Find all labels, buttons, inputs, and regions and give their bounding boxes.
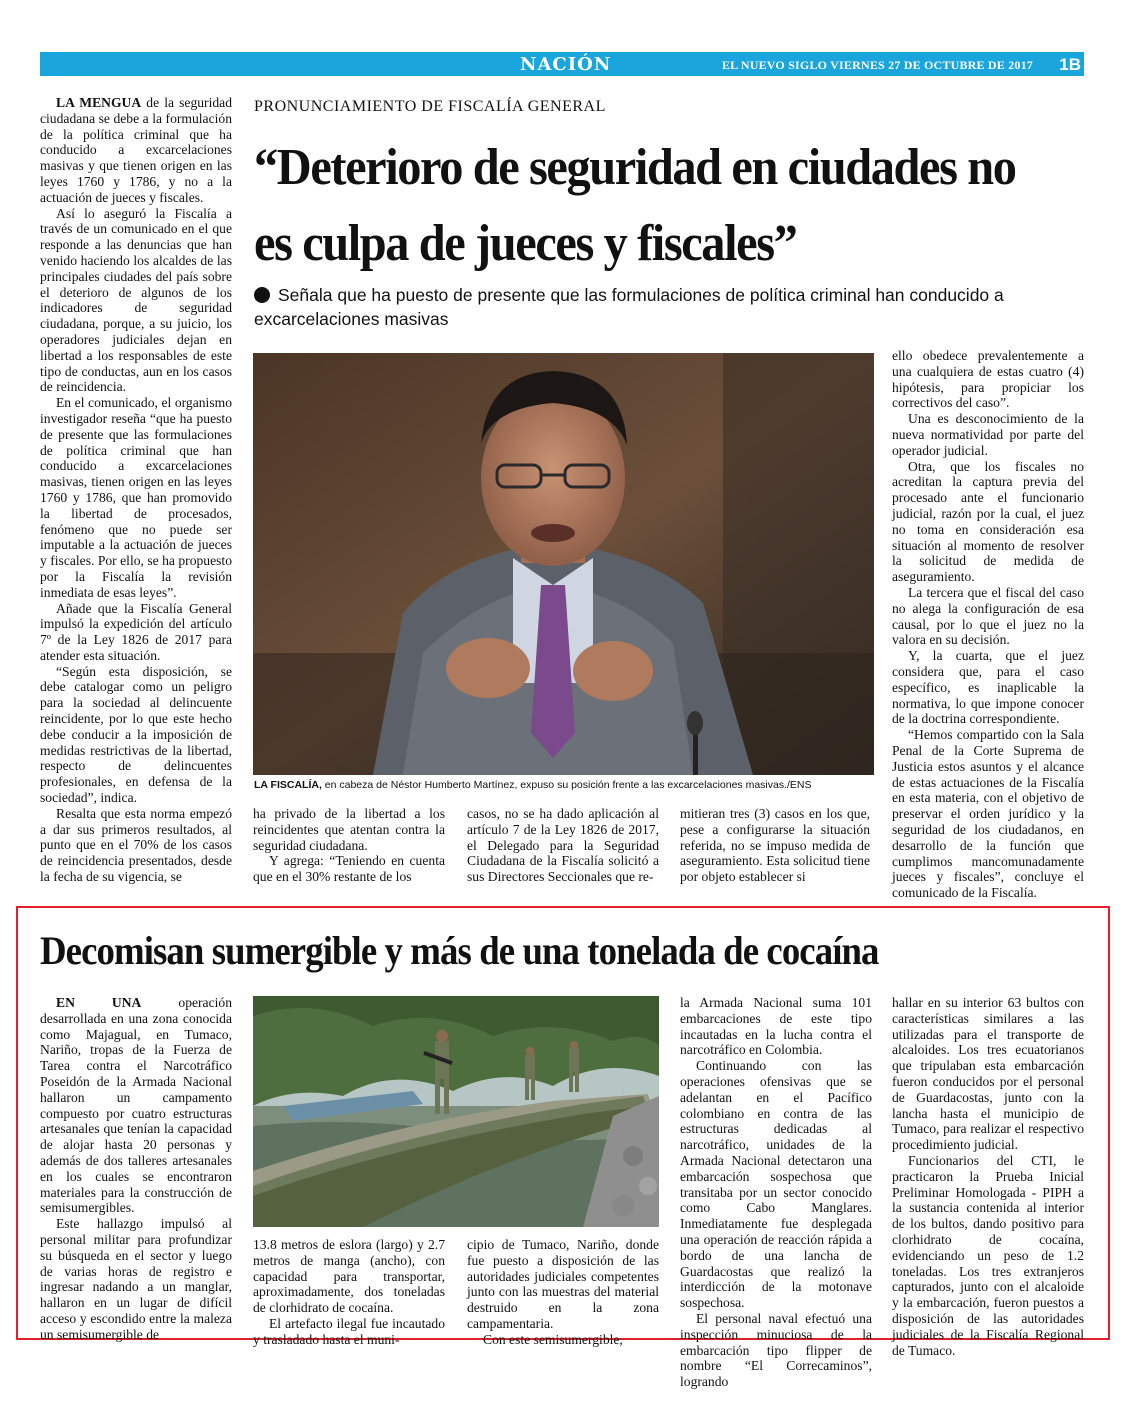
paragraph bbox=[892, 348, 1084, 411]
article2-photo bbox=[253, 996, 659, 1227]
paragraph-text: Así lo aseguró la Fiscalía a través de un comunicado en el que responde a las denuncias que han venido haciendo los alcaldes de las principales ciudades del país sobre el deterioro de algunos de los indicadores de seguridad ciudadana, porque, a su juicio, los operadores judiciales dejan en libertad a los responsables de este tipo de conductas, aun en los casos de reincidencia. bbox=[40, 205, 232, 395]
paragraph-text: La tercera que el fiscal del caso no alega la configuración de esa causal, por lo que el juez no la valora en su decisión. bbox=[892, 584, 1084, 648]
article1-column-3 bbox=[467, 806, 659, 890]
paragraph-text: operación desarrollada en una zona conocida como Majagual, en Tumaco, Nariño, tropas de la Fuerza de Tarea contra el Narcotráfico Poseidón de la Armada Nacional hallaron un campamento compuesto por cuatro estructuras artesanales que tenían la capacidad de alojar hasta 20 personas y además de dos talleres artesanales en los cuales se encontraron materiales para la construcción de semisumergibles. bbox=[40, 995, 232, 1216]
publication-date-line: EL NUEVO SIGLO VIERNES 27 DE OCTUBRE DE 2017 bbox=[721, 58, 1033, 72]
paragraph-text: casos, no se ha dado aplicación al artículo 7 de la Ley 1826 de 2017, el Delegado para la Seguridad Ciudadana de la Fiscalía solicitó a sus Directores Seccionales que re- bbox=[467, 806, 659, 885]
paragraph-text: Con este semisumergible, bbox=[483, 1331, 623, 1347]
paragraph-text: Otra, que los fiscales no acreditan la captura previa del procesado ante el funcionario judicial, razón por la cual, el juez no toma en consideración esa situación al momento de resolver la solicitud de medida de aseguramiento. bbox=[892, 458, 1084, 585]
article1-photo bbox=[253, 353, 874, 775]
paragraph bbox=[40, 395, 232, 600]
article1-kicker: PRONUNCIAMIENTO DE FISCALÍA GENERAL bbox=[254, 98, 606, 115]
caption-lead: LA FISCALÍA, bbox=[254, 779, 322, 791]
paragraph-text: “Hemos compartido con la Sala Penal de la Corte Suprema de Justicia estos asuntos y el alcance de estas actuaciones de la Fiscalía en esta materia, con el objetivo de preservar el orden jurídico y la seguridad de los ciudadanos, en desarrollo de la función que cumplimos mancomunadamente jueces y fiscales”, concluye el comunicado de la Fiscalía. bbox=[892, 727, 1084, 901]
paragraph-text: Este hallazgo impulsó al personal militar para profundizar su búsqueda en el sector y luego de varias horas de registro e ingresar nadando a un manglar, hallaron en un lugar de difícil acceso y escondido entre la maleza un semisumergible de bbox=[40, 1216, 232, 1342]
paragraph bbox=[40, 206, 232, 396]
article1-column-1 bbox=[40, 95, 232, 890]
article1-column-4 bbox=[680, 806, 870, 890]
subhead-text: Señala que ha puesto de presente que las formulaciones de política criminal han conducido a excarcelaciones masivas bbox=[254, 285, 1004, 329]
paragraph-text: ha privado de la libertad a los reincidentes que atentan contra la seguridad ciudadana. bbox=[253, 806, 445, 853]
paragraph-text: ello obedece prevalentemente a una cualquiera de estas cuatro (4) hipótesis, para propiciar los correctivos del caso”. bbox=[892, 348, 1084, 411]
article2-column-1 bbox=[40, 995, 232, 1342]
article1-column-2 bbox=[253, 806, 445, 890]
paragraph bbox=[40, 601, 232, 664]
paragraph bbox=[253, 1316, 445, 1348]
article2-column-2 bbox=[253, 1237, 445, 1347]
paragraph-text: la Armada Nacional suma 101 embarcaciones de este tipo incautadas en la lucha contra el narcotráfico en Colombia. bbox=[680, 995, 872, 1058]
paragraph-text: hallar en su interior 63 bultos con características similares a las utilizadas para el transporte de alcaloides. Los tres ecuatorianos que tripulaban esta embarcación fueron conducidos por el personal de Guardacostas, junto con la lancha hasta el municipio de Tumaco, para realizar el respectivo procedimiento judicial. bbox=[892, 995, 1084, 1153]
bullet-icon bbox=[254, 287, 270, 303]
paragraph-text: 13.8 metros de eslora (largo) y 2.7 metros de manga (ancho), con capacidad para transportar, aproximadamente, dos toneladas de clorhidrato de cocaína. bbox=[253, 1237, 445, 1316]
paragraph bbox=[467, 1332, 659, 1348]
caption-text: en cabeza de Néstor Humberto Martínez, expuso su posición frente a las excarcelaciones masivas./ENS bbox=[321, 779, 812, 791]
paragraph bbox=[253, 806, 445, 853]
paragraph-text: El personal naval efectuó una inspección minuciosa de la embarcación tipo flipper de nombre “El Correcaminos”, logrando bbox=[680, 1310, 872, 1390]
paragraph-text: cipio de Tumaco, Nariño, donde fue puesto a disposición de las autoridades judiciales competentes junto con las muestras del material destruido en la zona campamentaria. bbox=[467, 1237, 659, 1331]
paragraph bbox=[40, 95, 232, 206]
article1-subhead bbox=[254, 283, 1084, 331]
paragraph bbox=[253, 853, 445, 885]
article1-photo-caption bbox=[254, 779, 874, 791]
paragraph-text: Y, la cuarta, que el juez considera que, para el caso específico, es inaplicable la normativa, lo que impone conocer de la doctrina correspondiente. bbox=[892, 648, 1084, 727]
paragraph-text: Una es desconocimiento de la nueva normatividad por parte del operador judicial. bbox=[892, 411, 1084, 458]
lead-in: EN UNA bbox=[56, 995, 142, 1010]
article2-column-5 bbox=[892, 995, 1084, 1358]
paragraph bbox=[892, 585, 1084, 648]
paragraph-text: Funcionarios del CTI, le practicaron la Prueba Inicial Preliminar Homologada - PIPH a la sustancia contenida al interior de los bultos, dando positivo para clorhidrato de cocaína, evidenciando un peso de 1.2 toneladas. Los tres extranjeros capturados, junto con el alcaloide y la embarcación, fueron puestos a disposición de las autoridades judiciales de la Fiscalía Regional de Tumaco. bbox=[892, 1152, 1084, 1358]
paragraph bbox=[467, 806, 659, 885]
paragraph-text: Continuando con las operaciones ofensivas que se adelantan en el Pacífico colombiano en contra de las estructuras dedicadas al narcotráfico, unidades de la Armada Nacional detectaron una embarcación sospechosa que transitaba por un sector conocido como Cabo Manglares. Inmediatamente fue desplegada una operación de reacción rápida a bordo de una lancha de Guardacostas que realizó la interdicción de la motonave sospechosa. bbox=[680, 1058, 872, 1311]
paragraph bbox=[680, 1058, 872, 1311]
man-speaking-image bbox=[253, 353, 874, 775]
paragraph bbox=[892, 411, 1084, 458]
paragraph-text: Resalta que esta norma empezó a dar sus primeros resultados, al punto que en el 70% de los casos de reincidencia presentados, desde la fecha de su vigencia, se bbox=[40, 805, 232, 885]
paragraph bbox=[40, 995, 232, 1216]
paragraph bbox=[892, 995, 1084, 1153]
paragraph bbox=[892, 1153, 1084, 1358]
article1-headline: “Deterioro de seguridad en ciudades no es culpa de jueces y fiscales” bbox=[254, 139, 1016, 272]
paragraph bbox=[467, 1237, 659, 1332]
paragraph bbox=[892, 648, 1084, 727]
paragraph-text: Y agrega: “Teniendo en cuenta que en el 30% restante de los bbox=[253, 853, 445, 885]
paragraph bbox=[680, 806, 870, 885]
paragraph-text: En el comunicado, el organismo investigador reseña “que ha puesto de presente que las formulaciones de política criminal que han conducido a excarcelaciones masivas, tienen origen en las leyes 1760 y 1786, que han promovido la libertad de procesados, fenómeno que no puede ser imputable a la actuación de jueces y fiscales. Por ello, se ha propuesto por la Fiscalía la revisión inmediata de esas leyes”. bbox=[40, 395, 232, 600]
paragraph-text: El artefacto ilegal fue incautado y trasladado hasta el muni- bbox=[253, 1315, 445, 1347]
paragraph bbox=[892, 459, 1084, 585]
paragraph bbox=[40, 664, 232, 806]
article1-column-5 bbox=[892, 348, 1084, 901]
paragraph-text: Añade que la Fiscalía General impulsó la expedición del artículo 7º de la Ley 1826 de 2017 para atender esta situación. bbox=[40, 600, 232, 663]
page-number: 1B bbox=[1059, 55, 1081, 74]
article2-column-3 bbox=[467, 1237, 659, 1347]
paragraph bbox=[892, 727, 1084, 901]
article2-headline: Decomisan sumergible y más de una tonelada de cocaína bbox=[40, 928, 879, 973]
lead-in: LA MENGUA bbox=[56, 95, 142, 110]
paragraph-text: de la seguridad ciudadana se debe a la formulación de la política criminal que ha conducido a excarcelaciones masivas y que tienen origen en las leyes 1760 y 1786, y no a la actuación de jueces y fiscales. bbox=[40, 95, 232, 205]
paragraph-text: “Según esta disposición, se debe catalogar como un peligro para la sociedad al delincuente reincidente, por lo que este hecho debe conducir a la imposición de medidas restrictivas de la libertad, respecto de delincuentes profesionales, en defensa de la sociedad”, indica. bbox=[40, 663, 232, 806]
paragraph bbox=[680, 995, 872, 1058]
section-name: NACIÓN bbox=[520, 54, 612, 75]
paragraph bbox=[680, 1311, 872, 1390]
paragraph bbox=[253, 1237, 445, 1316]
article2-column-4 bbox=[680, 995, 872, 1390]
paragraph bbox=[40, 1216, 232, 1342]
semisubmersible-image bbox=[253, 996, 659, 1227]
paragraph bbox=[40, 806, 232, 885]
paragraph-text: mitieran tres (3) casos en los que, pese a configurarse la situación referida, no se impuso medida de aseguramiento. Esta solicitud tiene por objeto establecer si bbox=[680, 806, 870, 885]
